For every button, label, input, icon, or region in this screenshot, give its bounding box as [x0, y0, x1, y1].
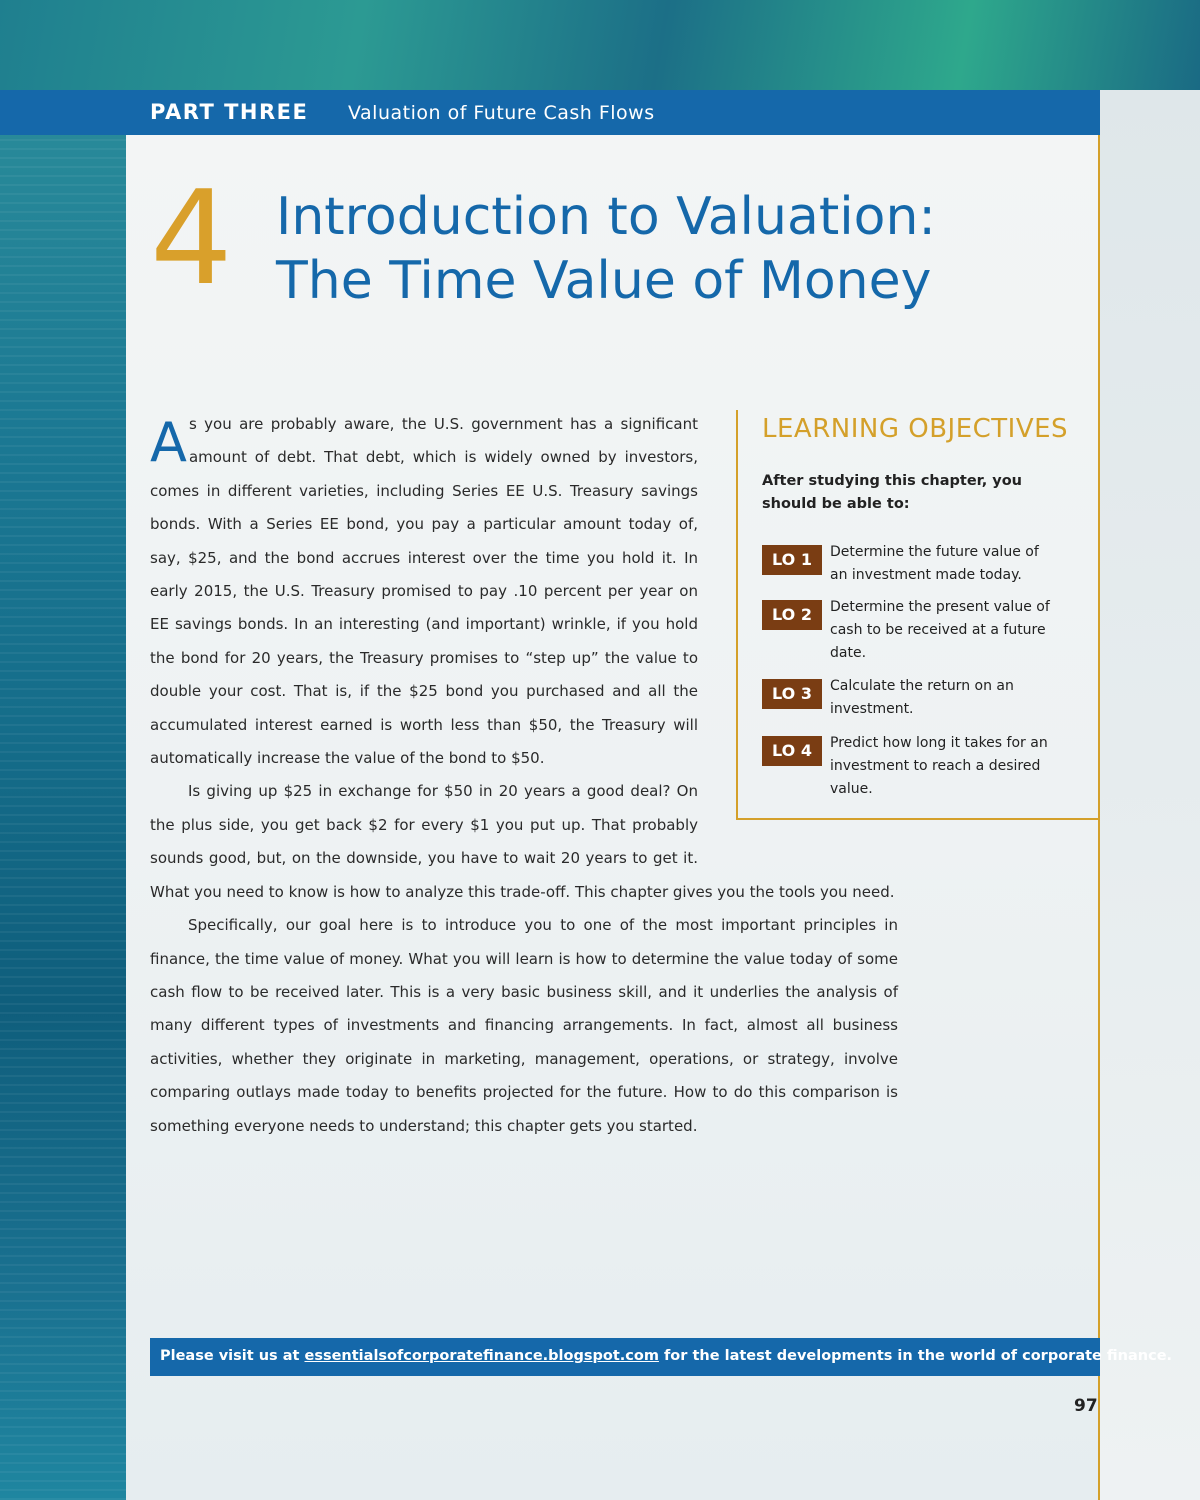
- lo-text: Calculate the return on an investment.: [830, 678, 1014, 717]
- drop-cap: A: [150, 411, 187, 474]
- paragraph-2: Is giving up $25 in exchange for $50 in 20 years a good deal? On the plus side, you get back $2 for every $1 you put up. That probably sounds good, but, on the downside, you have to wait 20 years to get it. What you need to know is how to analyze this trade-off. This chapter gives you the tools you need.: [150, 782, 895, 901]
- lo-badge: LO 1: [762, 545, 822, 575]
- footer-text: [160, 1348, 1172, 1364]
- paragraph-3: Specifically, our goal here is to introduce you to one of the most important principles in finance, the time value of money. What you will learn is how to determine the value today of some cash flow to be received later. This is a very basic business skill, and it underlies the analysis of many different types of investments and financing arrangements. In fact, almost all business activities, whether they originate in marketing, management, operations, or strategy, involve comparing outlays made today to benefits projected for the future. How to do this comparison is something everyone needs to understand; this chapter gets you started.: [150, 916, 898, 1135]
- objectives-wrap-spacer: [698, 408, 898, 864]
- website-link[interactable]: essentialsofcorporatefinance.blogspot.com: [304, 1348, 659, 1364]
- chapter-body-text: [150, 408, 898, 1143]
- chapter-title-line-1: Introduction to Valuation:: [276, 187, 936, 247]
- page-number: 97: [1074, 1396, 1098, 1416]
- lo-text: Predict how long it takes for an investment to reach a desired value.: [830, 735, 1048, 797]
- part-title: Valuation of Future Cash Flows: [348, 102, 655, 124]
- chapter-title: [276, 185, 936, 313]
- lo-text: Determine the future value of an investment made today.: [830, 544, 1039, 583]
- lo-badge: LO 3: [762, 679, 822, 709]
- paragraph-1-text: s you are probably aware, the U.S. government has a significant amount of debt. That debt, which is widely owned by investors, comes in different varieties, including Series EE U.S. Treasury savings bonds. With a Series EE bond, you pay a particular amount today of, say, $25, and the bond accrues interest over the time you hold it. In early 2015, the U.S. Treasury promised to pay .10 percent per year on EE savings bonds. In an interesting (and important) wrinkle, if you hold the bond for 20 years, the Treasury promises to “step up” the value to double your cost. That is, if the $25 bond you purchased and all the accumulated interest earned is worth less than $50, the Treasury will automatically increase the value of the bond to $50.: [150, 415, 698, 768]
- learning-objectives-heading: LEARNING OBJECTIVES: [762, 414, 1069, 444]
- lo-badge: LO 4: [762, 736, 822, 766]
- footer-suffix: for the latest developments in the world of corporate finance.: [658, 1348, 1173, 1364]
- footer-prefix: Please visit us at: [160, 1348, 305, 1364]
- lo-badge: LO 2: [762, 600, 822, 630]
- chapter-number: 4: [150, 162, 233, 314]
- part-label: PART THREE: [150, 100, 309, 124]
- lo-text: Determine the present value of cash to be received at a future date.: [830, 599, 1050, 661]
- background-right-margin: [1100, 90, 1200, 1500]
- chapter-title-line-2: The Time Value of Money: [276, 251, 932, 311]
- background-left-graphic: [0, 90, 126, 1500]
- background-top-graphic: [0, 0, 1200, 90]
- learning-objectives-intro: After studying this chapter, you should be able to:: [762, 473, 1022, 512]
